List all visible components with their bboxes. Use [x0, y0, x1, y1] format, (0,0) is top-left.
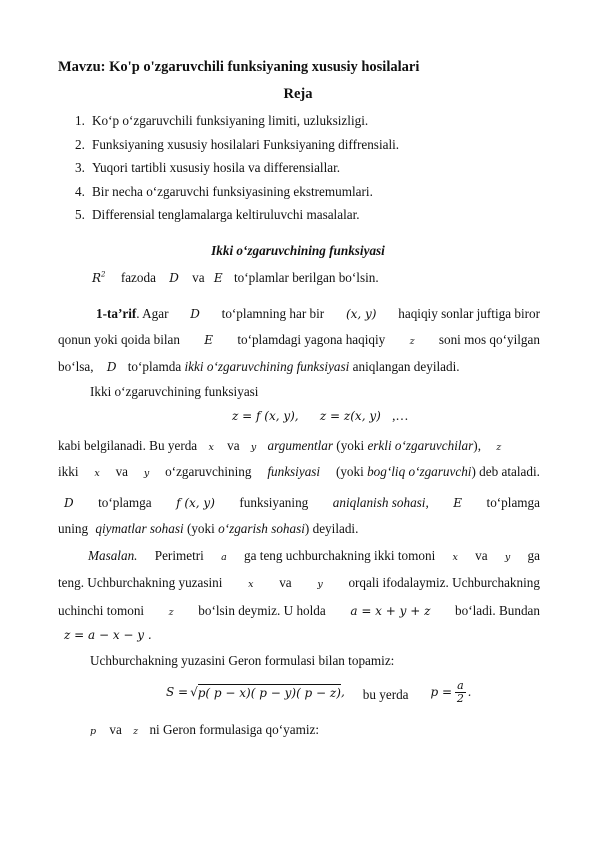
list-item: 2. Funksiyaning xususiy hosilalari Funksiyaning diffrensiali. [75, 136, 400, 152]
paragraph-arguments-1: kabi belgilanadi. Bu yerda x va y argumentlar (yoki erkli o‘zgaruvchilar), z [58, 438, 502, 453]
definition-line-3: bo‘lsa, D to‘plamda ikki o‘zgaruvchining funksiyasi aniqlangan deyiladi. [58, 359, 460, 374]
paragraph-arguments-4: uning qiymatlar sohasi (yoki o‘zgarish sohasi) deyiladi. [58, 521, 359, 536]
paragraph-substitute: p va z ni Geron formulasiga qo‘yamiz: [90, 722, 320, 737]
formula-heron: S = √ p( p − x)( p − y)( p − z) , bu yerda p = $\frac{a}{2}$ . [166, 679, 472, 705]
paragraph-intro: Ikki o‘zgaruvchining funksiyasi [90, 384, 259, 399]
definition-line-1: 1-ta’rif. Agar D to‘plamning har bir (x, y) haqiqiy sonlar juftiga biror [96, 306, 540, 321]
list-item: 1. Ko‘p o‘zgaruvchili funksiyaning limiti, uzluksizligi. [75, 113, 369, 128]
document-title: Mavzu: Ko'p o'zgaruvchili funksiyaning xususiy hosilalari [58, 59, 420, 75]
section-title: Ikki o‘zgaruvchining funksiyasi [211, 243, 385, 258]
paragraph-arguments-3: D to‘plamga f (x, y) funksiyaning aniqlanish sohasi, E to‘plamga [64, 495, 540, 510]
example-line-2: teng. Uchburchakning yuzasini x va y orqali ifodalaymiz. Uchburchakning [58, 575, 540, 590]
paragraph-arguments-2: ikki x va y o‘zgaruvchining funksiyasi (yoki bog‘liq o‘zgaruvchi) deb ataladi. [58, 464, 540, 479]
plan-list [75, 113, 399, 231]
plan-heading: Reja [283, 86, 313, 102]
list-item: 5. Differensial tenglamalarga keltiruluvchi masalalar. [75, 207, 360, 222]
definition-line-2: qonun yoki qoida bilan E to‘plamdagi yagona haqiqiy z soni mos qo‘yilgan [58, 332, 540, 347]
example-line-3: uchinchi tomoni z bo‘lsin deymiz. U holda a = x + y + z bo‘ladi. Bundan [58, 603, 540, 618]
example-formula: z = a − x − y . [64, 628, 152, 642]
list-item: 4. Bir necha o‘zgaruvchi funksiyasining ekstremumlari. [75, 183, 373, 199]
paragraph-heron: Uchburchakning yuzasini Geron formulasi bilan topamiz: [90, 653, 395, 668]
paragraph-sets: $R^2$ fazoda D va E to‘plamlar berilgan bo‘lsin. [92, 270, 379, 285]
formula-function: z = f (x, y), z = z(x, y) ,… [232, 408, 409, 423]
example-line-1: Masalan. Perimetri a ga teng uchburchakning ikki tomoni x va y ga [88, 548, 540, 563]
list-item: 3. Yuqori tartibli xususiy hosila va differensiallar. [75, 160, 341, 175]
